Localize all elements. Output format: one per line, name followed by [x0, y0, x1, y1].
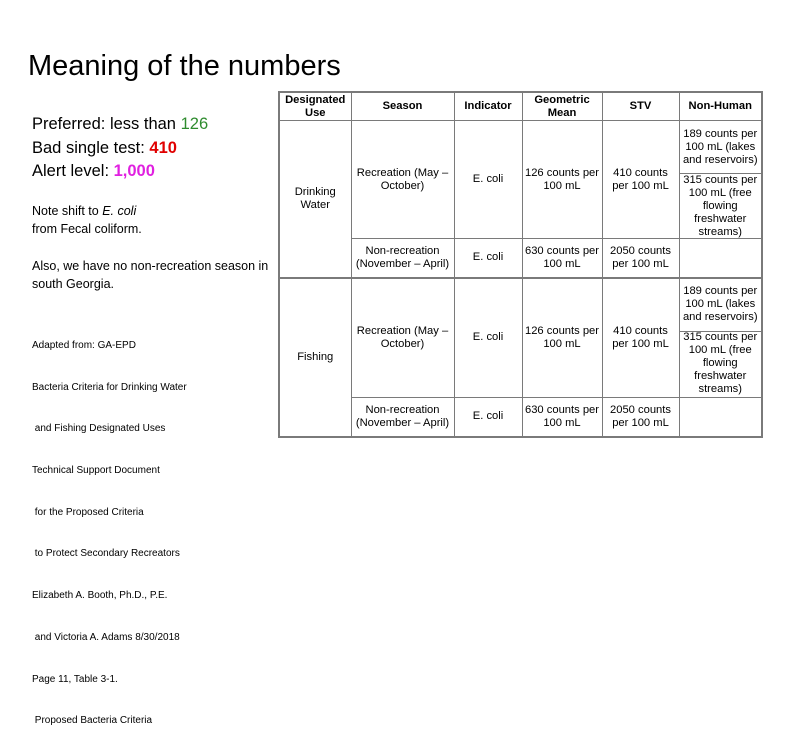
non-human-lakes: 189 counts per 100 mL (lakes and reservoirs) — [682, 285, 758, 323]
geometric-mean-cell: 126 counts per 100 mL — [522, 278, 602, 398]
non-human-cell — [679, 278, 762, 398]
stv-cell: 410 counts per 100 mL — [602, 278, 679, 398]
designated-use-cell: Drinking Water — [279, 121, 351, 278]
indicator-cell: E. coli — [454, 278, 522, 398]
indicator-cell: E. coli — [454, 398, 522, 437]
table-header-row — [279, 92, 762, 121]
geometric-mean-cell: 630 counts per 100 mL — [522, 398, 602, 437]
season-note — [32, 257, 277, 293]
column-header: Season — [351, 92, 454, 121]
season-cell: Recreation (May – October) — [351, 278, 454, 398]
season-cell: Non-recreation (November – April) — [351, 398, 454, 437]
non-human-cell — [679, 121, 762, 239]
citation-line: and Victoria A. Adams 8/30/2018 — [32, 631, 180, 643]
note-prefix: Note shift to — [32, 204, 99, 218]
non-human-lakes: 189 counts per 100 mL (lakes and reservoirs) — [682, 127, 758, 166]
citation-line: Technical Support Document — [32, 464, 160, 476]
bacteria-criteria-table — [278, 91, 763, 438]
source-citation — [32, 311, 187, 742]
citation-line: Elizabeth A. Booth, Ph.D., P.E. — [32, 590, 168, 602]
stv-cell: 2050 counts per 100 mL — [602, 398, 679, 437]
preferred-value: 126 — [180, 115, 209, 133]
indicator-cell: E. coli — [454, 239, 522, 278]
geometric-mean-cell: 630 counts per 100 mL — [522, 239, 602, 278]
stv-cell: 2050 counts per 100 mL — [602, 239, 679, 278]
non-human-streams: 315 counts per 100 mL (free flowing freshwater streams) — [680, 173, 762, 238]
column-header: Non-Human — [679, 92, 762, 121]
season-cell: Non-recreation (November – April) — [351, 239, 454, 278]
citation-line: to Protect Secondary Recreators — [32, 548, 180, 560]
season-note-line-1: Also, we have no non-recreation season in — [32, 259, 269, 273]
preferred-line — [32, 113, 208, 137]
non-human-cell — [679, 239, 762, 278]
column-header: Designated Use — [279, 92, 351, 121]
season-note-line-2: south Georgia. — [32, 277, 114, 291]
note-line-2: from Fecal coliform. — [32, 222, 142, 236]
citation-line: Adapted from: GA-EPD — [32, 339, 136, 351]
geometric-mean-cell: 126 counts per 100 mL — [522, 121, 602, 239]
citation-line: Page 11, Table 3-1. — [32, 673, 118, 685]
alert-level-value: 1,000 — [113, 162, 155, 180]
table-row — [279, 121, 762, 239]
season-cell: Recreation (May – October) — [351, 121, 454, 239]
note-organism: E. coli — [102, 204, 137, 218]
alert-level-line — [32, 160, 208, 184]
bad-test-value: 410 — [149, 138, 177, 157]
table-row — [279, 278, 762, 398]
alert-level-label: Alert level: — [32, 162, 110, 180]
stv-cell: 410 counts per 100 mL — [602, 121, 679, 239]
citation-line: and Fishing Designated Uses — [32, 423, 166, 435]
preferred-label: Preferred: less than — [32, 115, 176, 133]
table-row — [279, 398, 762, 437]
column-header: Indicator — [454, 92, 522, 121]
citation-line: Proposed Bacteria Criteria — [32, 715, 153, 727]
indicator-cell: E. coli — [454, 121, 522, 239]
non-human-cell — [679, 398, 762, 437]
citation-line: for the Proposed Criteria — [32, 506, 144, 518]
non-human-streams: 315 counts per 100 mL (free flowing freshwater streams) — [680, 331, 762, 396]
criteria-summary — [32, 113, 208, 184]
slide-title: Meaning of the numbers — [28, 50, 341, 82]
designated-use-cell: Fishing — [279, 278, 351, 437]
bad-test-label: Bad single test: — [32, 138, 145, 157]
column-header: STV — [602, 92, 679, 121]
ecoli-shift-note — [32, 202, 142, 238]
bad-test-line — [32, 137, 208, 161]
citation-line: Bacteria Criteria for Drinking Water — [32, 381, 187, 393]
table-row — [279, 239, 762, 278]
column-header: Geometric Mean — [522, 92, 602, 121]
